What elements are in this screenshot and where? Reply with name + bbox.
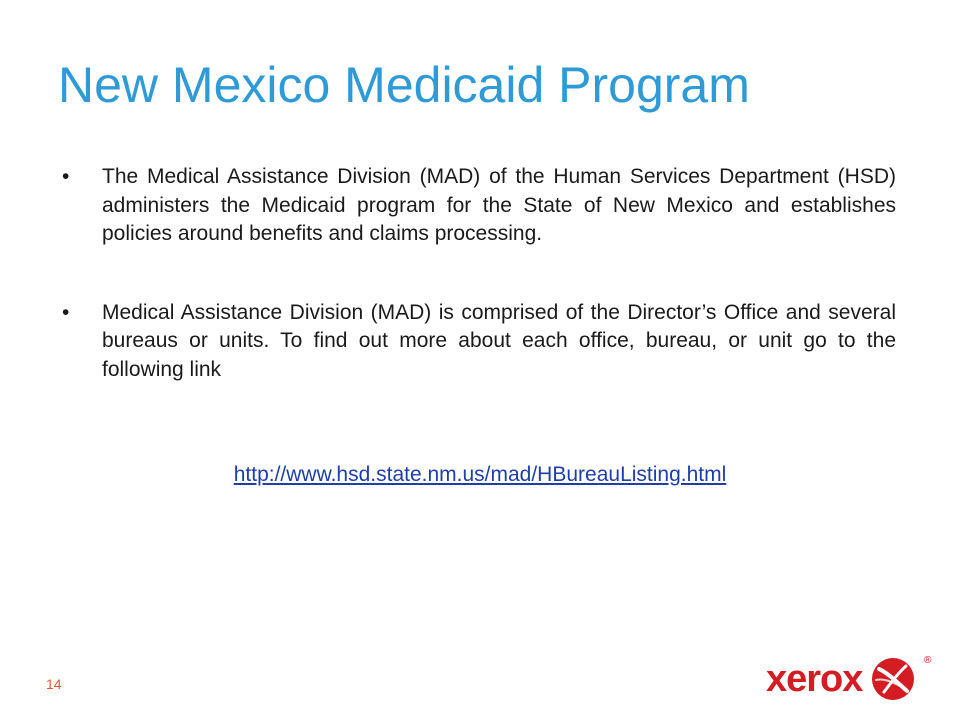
bullet-text: The Medical Assistance Division (MAD) of the Human Services Department (HSD) administers the Medicaid program for the State of New Mexico and establishes policies around benefits and claims processing. <box>102 165 896 245</box>
xerox-logo <box>766 651 932 707</box>
xerox-sphere-icon <box>870 656 916 702</box>
bureau-listing-link[interactable]: http://www.hsd.state.nm.us/mad/HBureauListing.html <box>233 463 727 486</box>
slide-title: New Mexico Medicaid Program <box>58 57 750 113</box>
bullet-list <box>62 163 896 384</box>
registered-mark: ® <box>924 655 932 666</box>
page-number: 14 <box>46 676 62 692</box>
bullet-item <box>62 163 896 249</box>
bullet-marker: • <box>62 165 70 188</box>
bullet-item <box>62 299 896 385</box>
logo-wordmark: xerox <box>766 658 863 700</box>
bullet-text: Medical Assistance Division (MAD) is comprised of the Director’s Office and several bureaus or units. To find out more about each office, bureau, or unit go to the following link <box>102 300 896 381</box>
bullet-marker: • <box>62 300 70 324</box>
